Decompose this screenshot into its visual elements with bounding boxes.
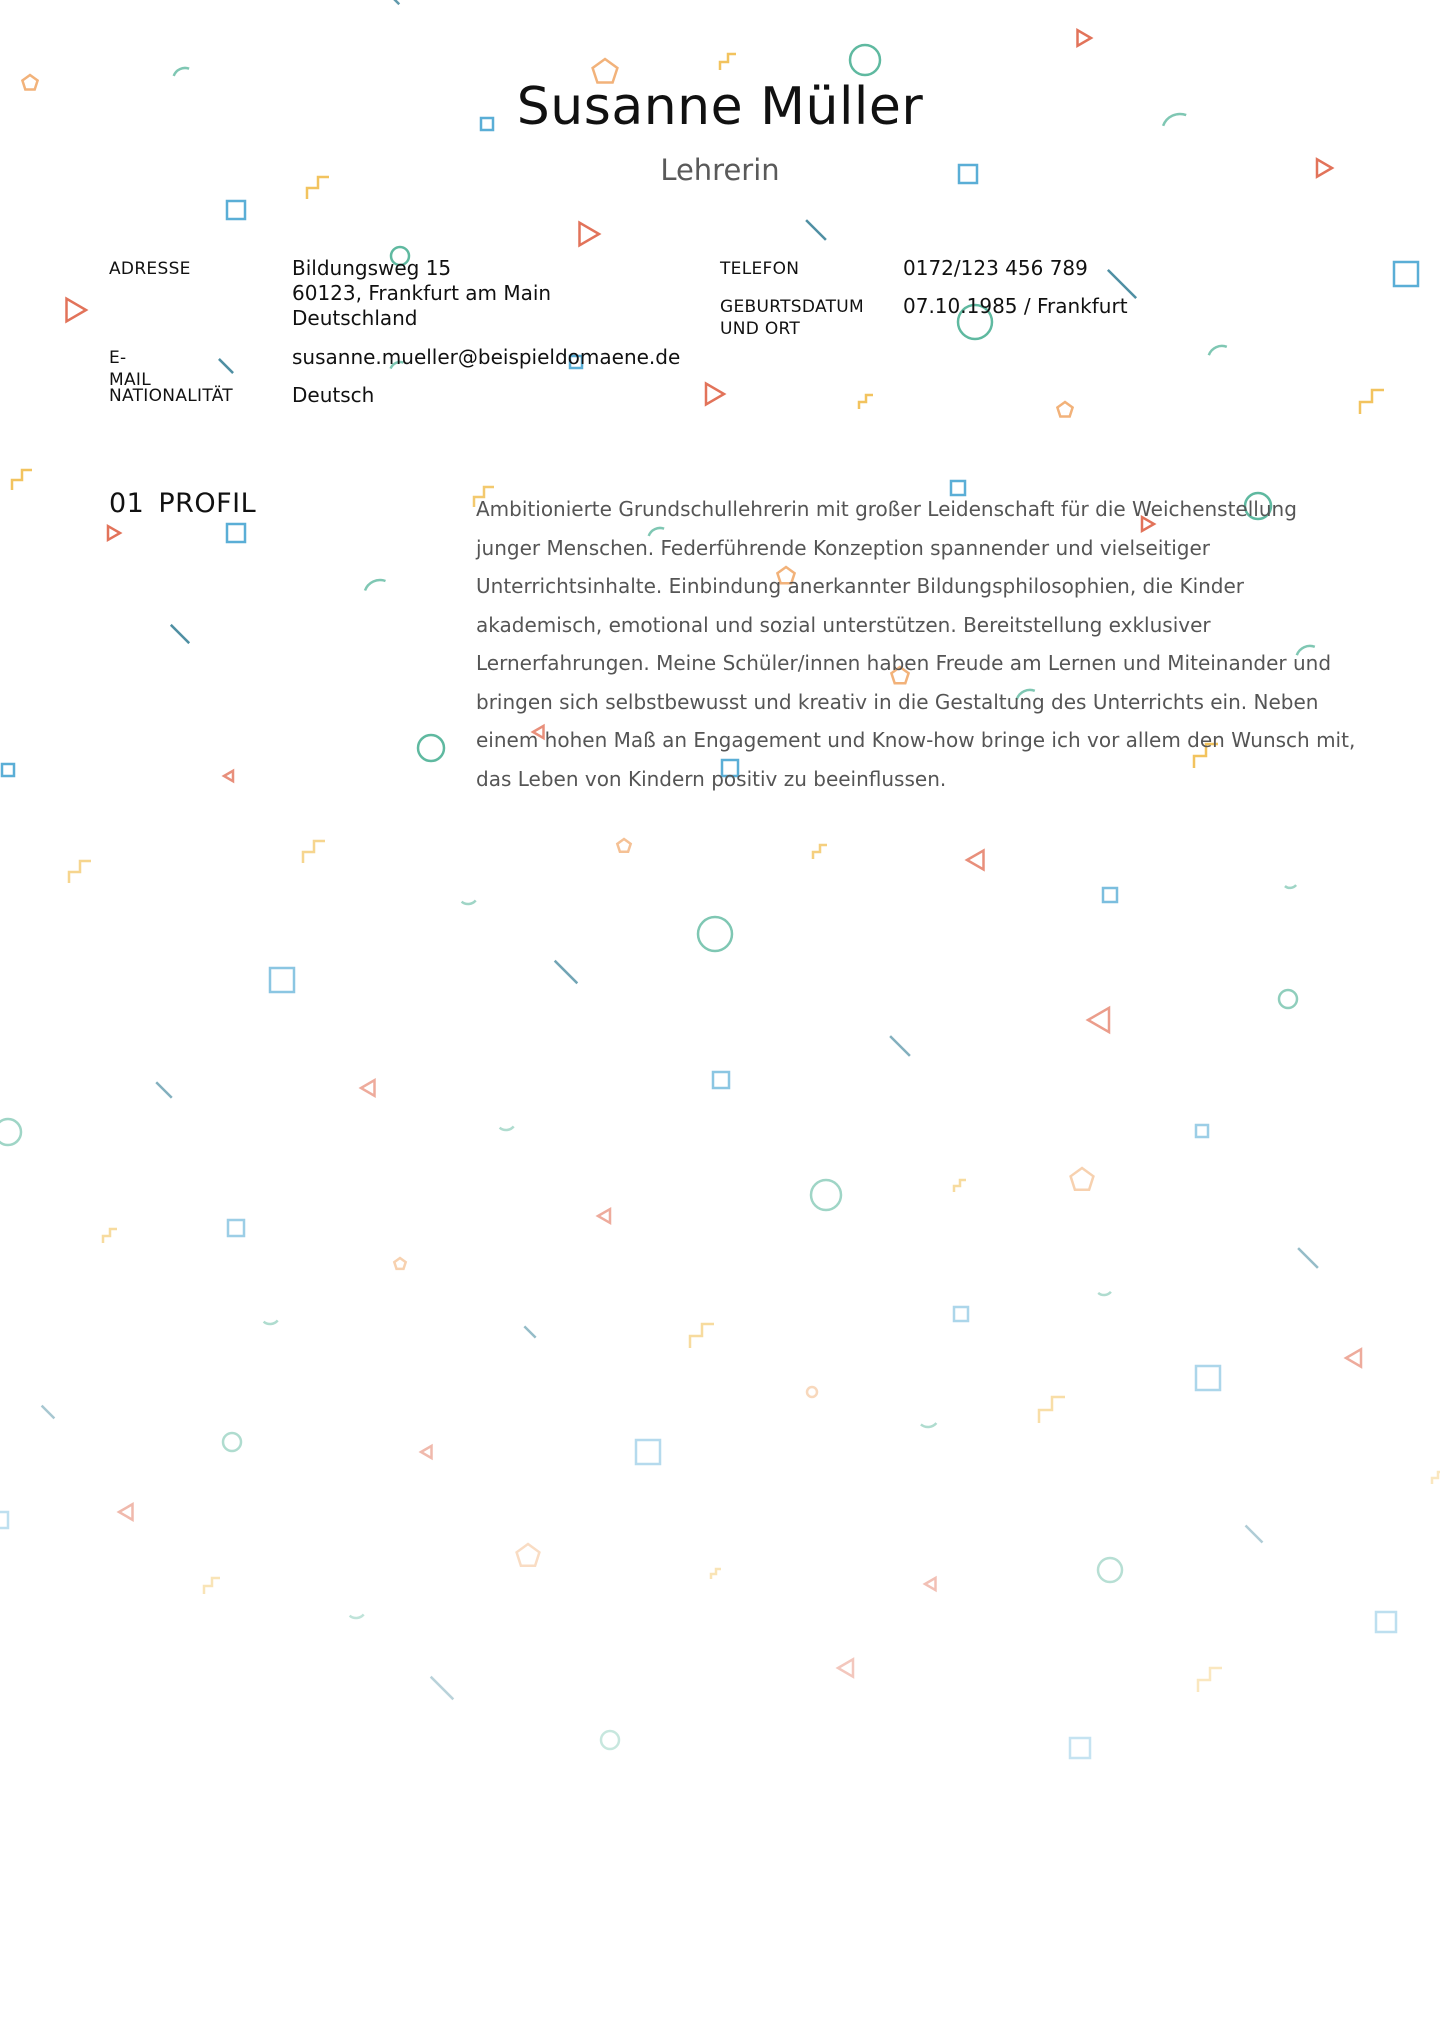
phone-label: TELEFON (720, 259, 800, 279)
section-title-text: PROFIL (158, 488, 257, 519)
section-number: 01 (109, 488, 145, 519)
address-line-3: Deutschland (292, 306, 418, 330)
profile-text: Ambitionierte Grundschullehrerin mit großer Leidenschaft für die Weichenstellung junger Menschen. Federführende Konzeption spannender und vielseitiger Unterrichtsinhalte. Einbindung anerkannter Bildungsphilosophien, die Kinder akademisch, emotional und sozial unterstützen. Bereitstellung exklusiver Lernerfahrungen. Meine Schüler/innen haben Freude am Lernen und Miteinander und bringen sich selbstbewusst und kreativ in die Gestaltung des Unterrichts ein. Neben einem hohen Maß an Engagement und Know-how bringe ich vor allem den Wunsch mit, das Leben von Kindern positiv zu beeinflussen. (476, 497, 1356, 791)
address-label: ADRESSE (109, 259, 191, 279)
job-title: Lehrerin (660, 153, 780, 187)
phone-value[interactable]: 0172/123 456 789 (903, 256, 1088, 280)
nationality-value: Deutsch (292, 383, 375, 407)
nationality-label: NATIONALITÄT (109, 386, 233, 406)
email-label: E-MAIL (109, 348, 151, 390)
resume-header (0, 72, 1440, 192)
address-value (292, 256, 551, 331)
address-line-2: 60123, Frankfurt am Main (292, 281, 552, 305)
address-line-1: Bildungsweg 15 (292, 256, 452, 280)
birth-value: 07.10.1985 / Frankfurt (903, 294, 1128, 318)
profile-section-title (109, 488, 256, 519)
birth-label-line-1: GEBURTSDATUM (720, 297, 864, 317)
email-value[interactable]: susanne.mueller@beispieldomaene.de (292, 345, 681, 369)
birth-label (720, 296, 864, 340)
person-name: Susanne Müller (516, 77, 924, 137)
birth-label-line-2: UND ORT (720, 319, 801, 339)
